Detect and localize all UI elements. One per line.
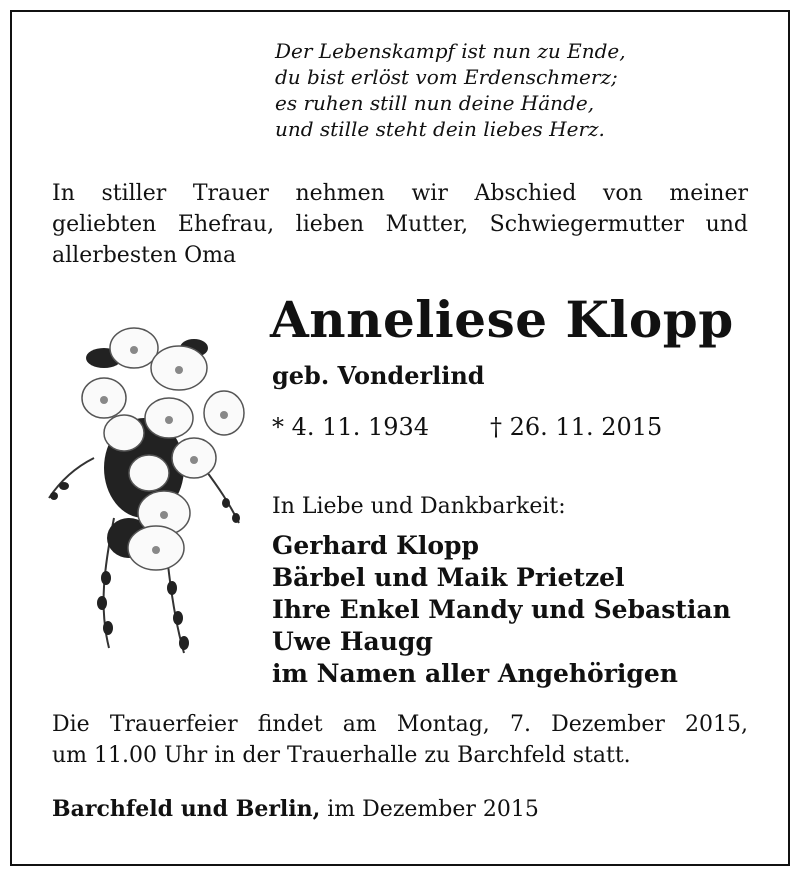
- mourners-list: [272, 530, 731, 690]
- intro-line: geliebten Ehefrau, lieben Mutter, Schwiegermutter und: [52, 212, 748, 237]
- poem-line: es ruhen still nun deine Hände,: [275, 91, 595, 115]
- thanks-line: In Liebe und Dankbarkeit:: [272, 494, 566, 519]
- mourner-name: Bärbel und Maik Prietzel: [272, 563, 625, 592]
- service-line: um 11.00 Uhr in der Trauerhalle zu Barchfeld statt.: [52, 743, 631, 768]
- deceased-name: Anneliese Klopp: [270, 290, 734, 349]
- intro-line: allerbesten Oma: [52, 243, 237, 268]
- mourner-name: Uwe Haugg: [272, 627, 433, 656]
- intro-text: [52, 178, 748, 271]
- mourner-name: im Namen aller Angehörigen: [272, 659, 678, 688]
- closing-date: im Dezember 2015: [320, 797, 539, 822]
- poem-line: und stille steht dein liebes Herz.: [275, 117, 605, 141]
- death-date: † 26. 11. 2015: [490, 413, 663, 441]
- mourner-name: Gerhard Klopp: [272, 531, 480, 560]
- closing-place: Barchfeld und Berlin,: [52, 796, 321, 822]
- maiden-name: geb. Vonderlind: [272, 361, 485, 390]
- service-line: Die Trauerfeier findet am Montag, 7. Dezember 2015,: [52, 712, 748, 737]
- memorial-poem: [275, 38, 626, 142]
- poem-line: Der Lebenskampf ist nun zu Ende,: [275, 39, 626, 63]
- birth-date: * 4. 11. 1934: [272, 413, 430, 441]
- closing-line: [52, 796, 539, 822]
- funeral-service-text: [52, 709, 748, 771]
- intro-line: In stiller Trauer nehmen wir Abschied von meiner: [52, 181, 748, 206]
- poem-line: du bist erlöst vom Erdenschmerz;: [275, 65, 618, 89]
- orchid-bouquet-image: [44, 318, 249, 663]
- mourner-name: Ihre Enkel Mandy und Sebastian: [272, 595, 731, 624]
